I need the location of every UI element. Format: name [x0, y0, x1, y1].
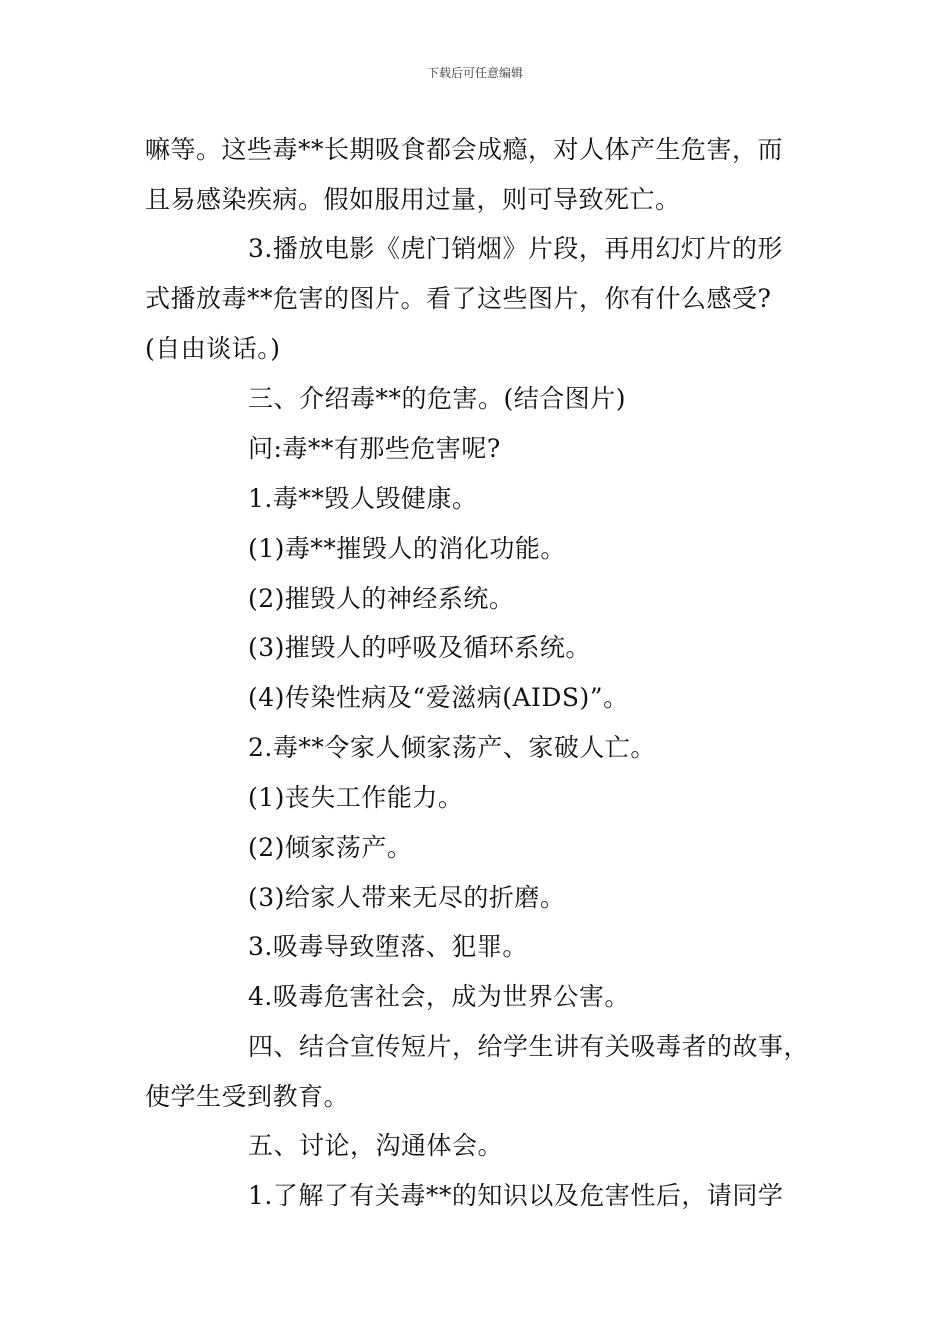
body-line-22: 1.了解了有关毒**的知识以及危害性后，请同学 [248, 1181, 784, 1210]
body-line-10: (2)摧毁人的神经系统。 [248, 584, 515, 613]
body-line-1: 嘛等。这些毒**长期吸食都会成瘾，对人体产生危害，而 [145, 135, 784, 164]
body-line-17: 3.吸毒导致堕落、犯罪。 [248, 932, 528, 961]
page-header: 下载后可任意编辑 [426, 66, 523, 80]
body-line-16: (3)给家人带来无尽的折磨。 [248, 883, 566, 912]
body-line-8: 1.毒**毁人毁健康。 [248, 484, 478, 513]
body-line-15: (2)倾家荡产。 [248, 833, 413, 862]
body-line-14: (1)丧失工作能力。 [248, 783, 464, 812]
body-line-2: 且易感染疾病。假如服用过量，则可导致死亡。 [145, 185, 681, 214]
body-line-5: (自由谈话。) [145, 334, 281, 363]
body-line-12: (4)传染性病及“爱滋病(AIDS)”。 [248, 683, 629, 712]
body-line-9: (1)毒**摧毁人的消化功能。 [248, 534, 566, 563]
body-line-4: 式播放毒**危害的图片。看了这些图片，你有什么感受? [145, 284, 772, 313]
body-line-18: 4.吸毒危害社会，成为世界公害。 [248, 982, 630, 1011]
body-line-20: 使学生受到教育。 [145, 1082, 350, 1111]
body-line-3: 3.播放电影《虎门销烟》片段，再用幻灯片的形 [248, 234, 783, 263]
body-line-21: 五、讨论，沟通体会。 [248, 1131, 504, 1160]
body-line-11: (3)摧毁人的呼吸及循环系统。 [248, 633, 591, 662]
body-line-7: 问:毒**有那些危害呢? [248, 434, 501, 463]
body-line-19: 四、结合宣传短片，给学生讲有关吸毒者的故事， [248, 1032, 810, 1061]
body-line-13: 2.毒**令家人倾家荡产、家破人亡。 [248, 733, 656, 762]
body-line-6: 三、介绍毒**的危害。(结合图片) [248, 384, 627, 413]
